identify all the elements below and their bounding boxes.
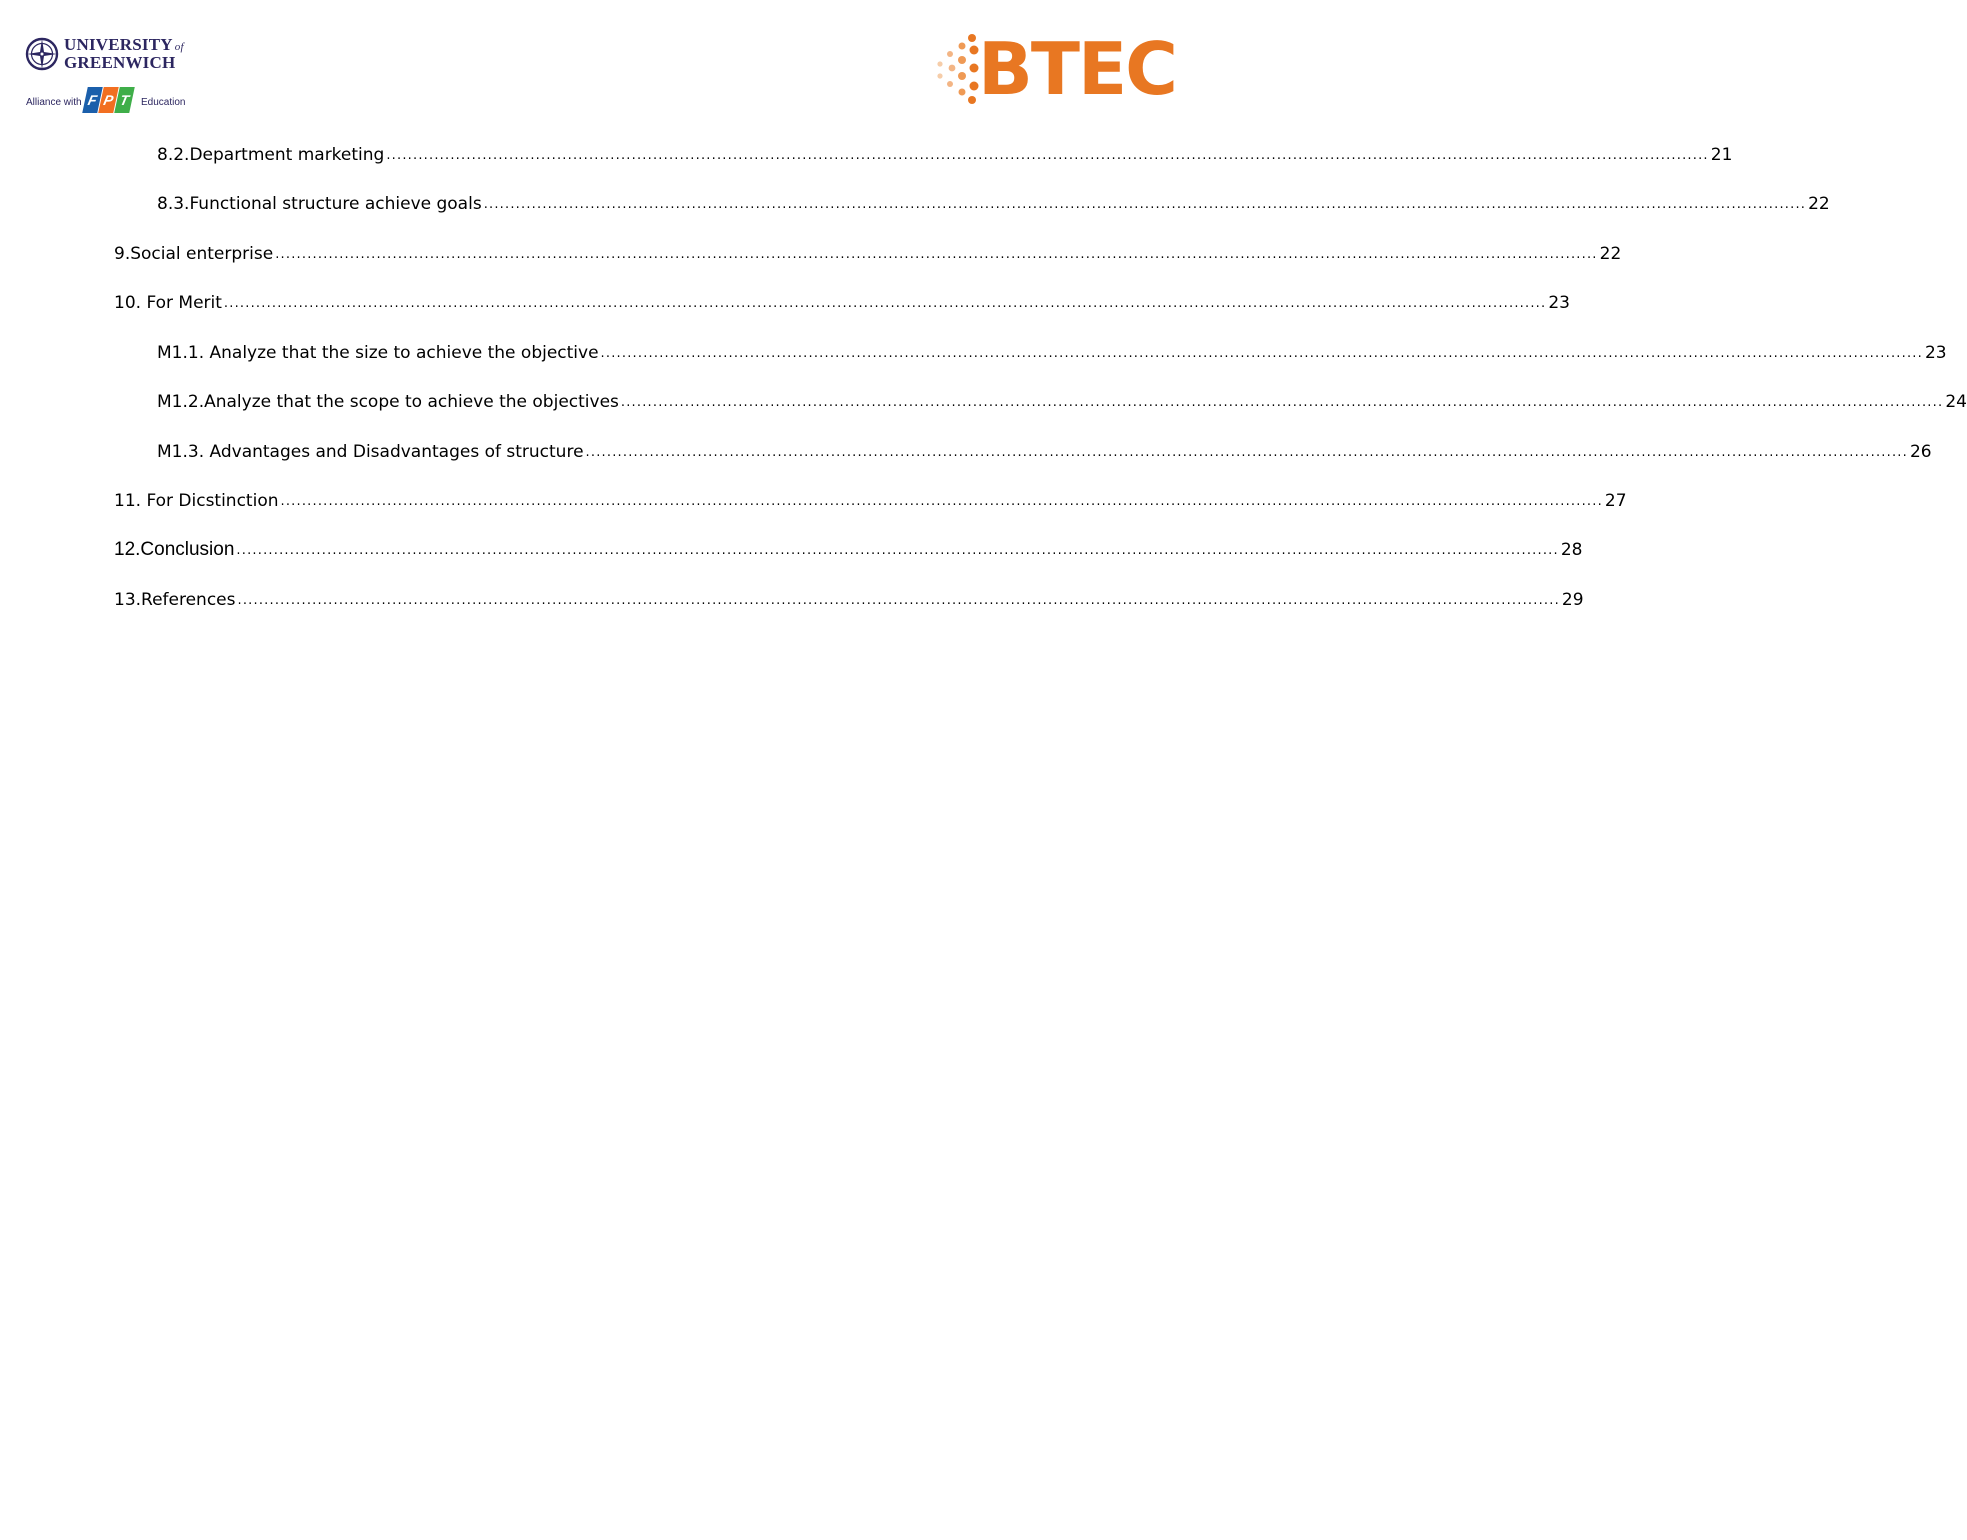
toc-entry[interactable]: [114, 486, 1627, 512]
toc-entry[interactable]: [114, 585, 1584, 611]
toc-entry[interactable]: [157, 140, 1733, 166]
university-name: [64, 37, 184, 71]
toc-dot-leader: ........................................................................................................................................................................................................................................................: [223, 296, 1547, 311]
toc-entry-title: M1.2.Analyze that the scope to achieve the objectives: [157, 392, 619, 412]
toc-entry-title: 13.References: [114, 590, 236, 610]
toc-entry-title: M1.1. Analyze that the size to achieve the objective: [157, 343, 599, 363]
toc-entry-page: 23: [1924, 343, 1947, 363]
toc-entry-title: 9.Social enterprise: [114, 244, 274, 264]
btec-logo: [932, 27, 1177, 111]
toc-entry-page: 22: [1599, 244, 1622, 264]
fpt-letter-f: F: [82, 87, 103, 113]
toc-entry-page: 29: [1561, 590, 1584, 610]
toc-dot-leader: ........................................................................................................................................................................................................................................................: [280, 494, 1603, 509]
toc-entry-title: 12.Conclusion: [114, 539, 235, 560]
toc-entry[interactable]: [114, 288, 1570, 314]
toc-entry-page: 28: [1560, 540, 1583, 560]
toc-dot-leader: ........................................................................................................................................................................................................................................................: [237, 593, 1560, 608]
toc-entry[interactable]: [157, 338, 1947, 364]
fpt-letters: [85, 87, 133, 117]
toc-entry[interactable]: [157, 189, 1830, 215]
toc-entry-page: 27: [1604, 491, 1627, 511]
toc-dot-leader: ........................................................................................................................................................................................................................................................: [585, 445, 1908, 460]
fpt-education-logo: [26, 86, 196, 118]
fpt-letter-p: P: [98, 87, 119, 113]
toc-entry-page: 21: [1710, 145, 1733, 165]
toc-dot-leader: ........................................................................................................................................................................................................................................................: [620, 395, 1944, 410]
toc-dot-leader: ........................................................................................................................................................................................................................................................: [600, 346, 1923, 361]
toc-entry[interactable]: [157, 387, 1967, 413]
fpt-letter-t: T: [114, 87, 135, 113]
toc-entry[interactable]: [114, 239, 1622, 265]
alliance-text: Alliance with: [26, 97, 82, 108]
toc-entry[interactable]: [114, 535, 1583, 561]
toc-entry-page: 24: [1945, 392, 1967, 412]
toc-dot-leader: ........................................................................................................................................................................................................................................................: [483, 197, 1807, 212]
toc-dot-leader: ........................................................................................................................................................................................................................................................: [386, 148, 1709, 163]
toc-entry-title: 11. For Dicstinction: [114, 491, 279, 511]
btec-wordmark: BTEC: [978, 27, 1177, 111]
toc-entry-title: M1.3. Advantages and Disadvantages of structure: [157, 442, 584, 462]
toc-entry[interactable]: [157, 437, 1932, 463]
university-name-line1: UNIVERSITY: [64, 35, 173, 54]
compass-crest-icon: [24, 36, 60, 72]
university-name-line2: GREENWICH: [64, 53, 176, 72]
toc-dot-leader: ........................................................................................................................................................................................................................................................: [275, 247, 1598, 262]
toc-entry-page: 23: [1548, 293, 1570, 313]
university-of-greenwich-logo: [24, 34, 194, 74]
toc-dot-leader: ........................................................................................................................................................................................................................................................: [236, 543, 1559, 558]
toc-entry-title: 8.3.Functional structure achieve goals: [157, 194, 482, 214]
education-text: Education: [141, 97, 186, 108]
toc-entry-title: 10. For Merit: [114, 293, 222, 313]
university-of-word: of: [174, 41, 184, 53]
toc-entry-page: 26: [1909, 442, 1932, 462]
toc-entry-page: 22: [1808, 194, 1830, 214]
toc-entry-title: 8.2.Department marketing: [157, 145, 385, 165]
